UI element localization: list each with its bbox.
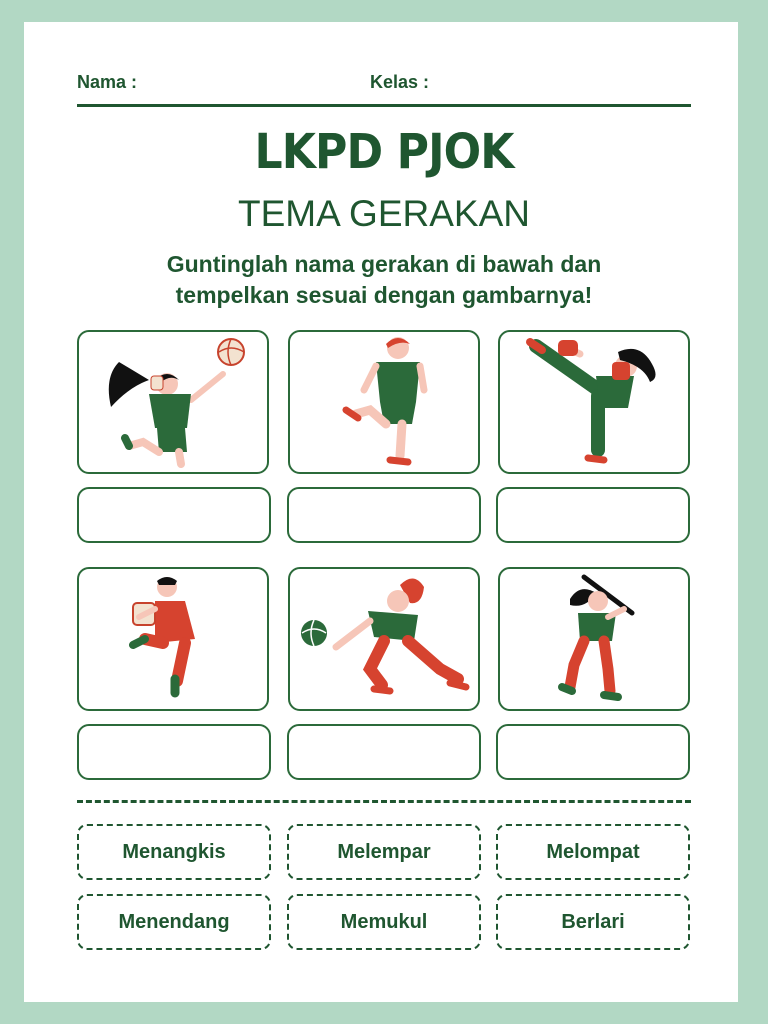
- kicking-girl-illustration: [500, 332, 688, 472]
- page-subtitle: TEMA GERAKAN: [238, 193, 530, 234]
- cut-line: [77, 800, 691, 803]
- picture-card-4: [77, 567, 269, 711]
- answer-slot-6: [496, 724, 690, 780]
- answer-slot-3: [496, 487, 690, 543]
- picture-card-5: [288, 567, 480, 711]
- volleyball-spiker-illustration: [79, 332, 267, 472]
- answer-slot-4: [77, 724, 271, 780]
- word-card-memukul[interactable]: Memukul: [287, 894, 481, 950]
- answer-slot-5: [287, 724, 481, 780]
- word-card-menangkis[interactable]: Menangkis: [77, 824, 271, 880]
- picture-card-3: [498, 330, 690, 474]
- answer-slot-2: [287, 487, 481, 543]
- name-label: Nama :: [77, 72, 138, 92]
- word-card-berlari[interactable]: Berlari: [496, 894, 690, 950]
- instruction-text: [0, 249, 768, 311]
- picture-card-1: [77, 330, 269, 474]
- batter-illustration: [500, 569, 688, 709]
- answer-slot-1: [77, 487, 271, 543]
- volleyball-bumper-illustration: [290, 569, 478, 709]
- header-divider: [77, 104, 691, 107]
- word-card-melompat[interactable]: Melompat: [496, 824, 690, 880]
- word-card-menendang[interactable]: Menendang: [77, 894, 271, 950]
- runner-illustration: [290, 332, 478, 472]
- page-title: LKPD PJOK: [254, 124, 514, 180]
- word-card-melempar[interactable]: Melempar: [287, 824, 481, 880]
- instruction-line-2: tempelkan sesuai dengan gambarnya!: [175, 282, 593, 308]
- picture-card-6: [498, 567, 690, 711]
- picture-card-2: [288, 330, 480, 474]
- class-label: Kelas :: [370, 72, 430, 92]
- instruction-line-1: Guntinglah nama gerakan di bawah dan: [166, 251, 602, 277]
- ball-thrower-illustration: [79, 569, 267, 709]
